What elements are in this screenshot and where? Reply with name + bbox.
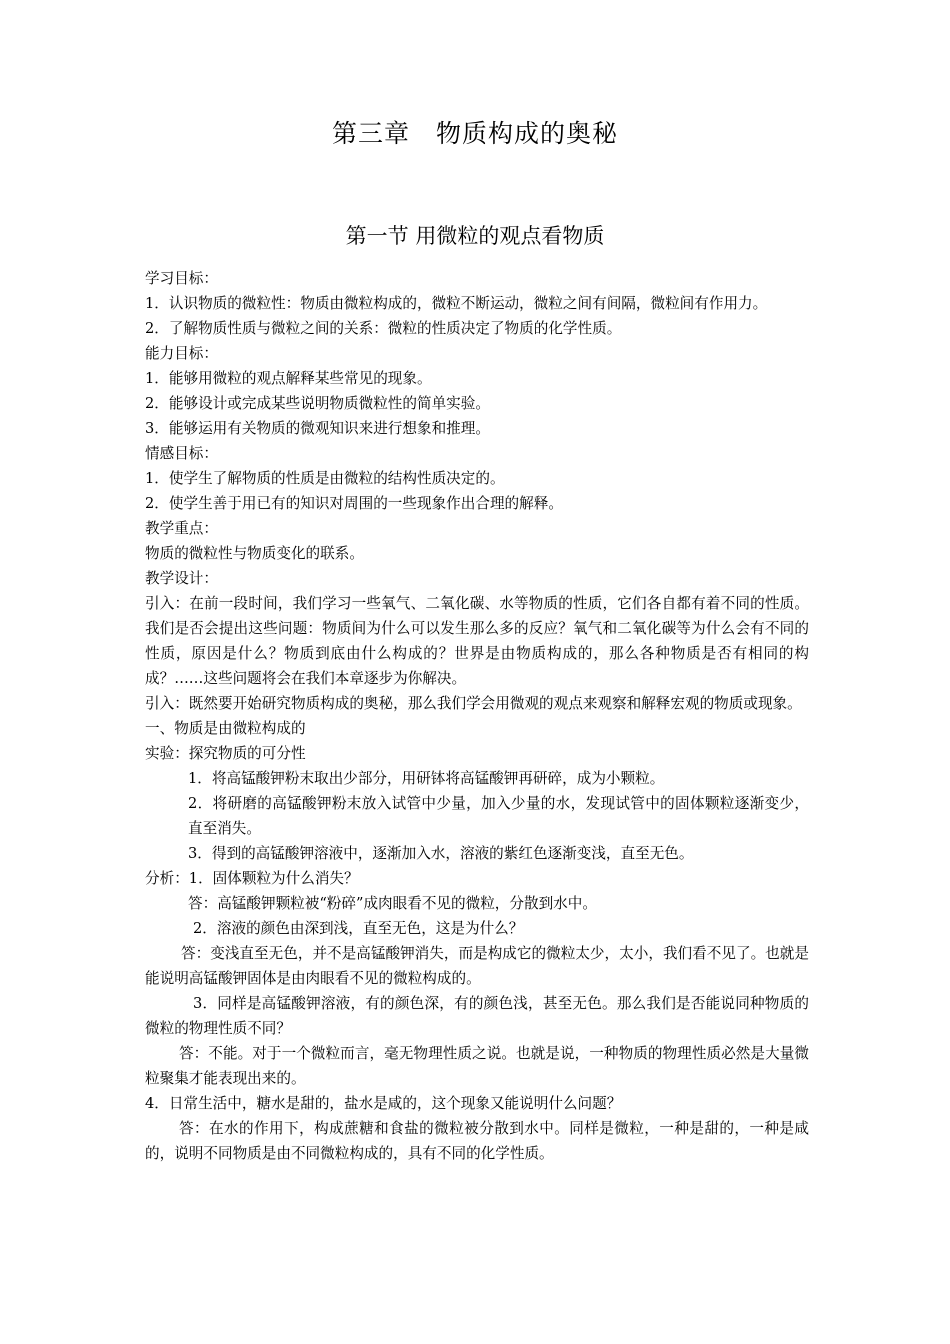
paragraph-ability-goal-3: 3．能够运用有关物质的微观知识来进行想象和推理。 <box>145 420 490 437</box>
paragraph-experiment-step-1: 1．将高锰酸钾粉末取出少部分，用研钵将高锰酸钾再研碎，成为小颗粒。 <box>188 770 665 787</box>
document-body <box>145 266 809 1166</box>
paragraph-key-points-heading: 教学重点： <box>145 520 218 537</box>
paragraph-learning-goal-1: 1．认识物质的微粒性：物质由微粒构成的，微粒不断运动，微粒之间有间隔，微粒间有作用力。 <box>145 295 768 312</box>
paragraph-key-point: 物质的微粒性与物质变化的联系。 <box>145 545 364 562</box>
paragraph-answer-3: 答：不能。对于一个微粒而言，毫无物理性质之说。也就是说，一种物质的物理性质必然是大量微粒聚集才能表现出来的。 <box>145 1045 809 1087</box>
paragraph-design-heading: 教学设计： <box>145 570 218 587</box>
paragraph-emotion-goal-2: 2．使学生善于用已有的知识对周围的一些现象作出合理的解释。 <box>145 495 563 512</box>
paragraph-analysis-q3: 3．同样是高锰酸钾溶液，有的颜色深，有的颜色浅，甚至无色。那么我们是否能说同种物质的微粒的物理性质不同？ <box>145 995 809 1037</box>
chapter-title: 第三章 物质构成的奥秘 <box>331 119 618 148</box>
paragraph-intro-1: 引入：在前一段时间，我们学习一些氧气、二氧化碳、水等物质的性质，它们各自都有着不同的性质。我们是否会提出这些问题：物质间为什么可以发生那么多的反应？氧气和二氧化碳等为什么会有不同的性质，原因是什么？物质到底由什么构成的？世界是由物质构成的，那么各种物质是否有相同的构成？……这些问题将会在我们本章逐步为你解决。 <box>145 595 809 687</box>
paragraph-section-one-heading: 一、物质是由微粒构成的 <box>145 720 306 737</box>
paragraph-learning-goal-2: 2．了解物质性质与微粒之间的关系：微粒的性质决定了物质的化学性质。 <box>145 320 622 337</box>
paragraph-answer-4: 答：在水的作用下，构成蔗糖和食盐的微粒被分散到水中。同样是微粒，一种是甜的，一种是咸的，说明不同物质是由不同微粒构成的，具有不同的化学性质。 <box>145 1120 809 1162</box>
paragraph-learning-goals-heading: 学习目标： <box>145 270 218 287</box>
paragraph-intro-2: 引入：既然要开始研究物质构成的奥秘，那么我们学会用微观的观点来观察和解释宏观的物质或现象。 <box>145 695 802 712</box>
paragraph-emotion-goal-1: 1．使学生了解物质的性质是由微粒的结构性质决定的。 <box>145 470 505 487</box>
paragraph-analysis-q1: 分析：1．固体颗粒为什么消失？ <box>145 870 359 887</box>
paragraph-answer-1: 答：高锰酸钾颗粒被“粉碎”成肉眼看不见的微粒，分散到水中。 <box>188 895 597 912</box>
paragraph-analysis-q2: 2．溶液的颜色由深到浅，直至无色，这是为什么？ <box>193 920 524 937</box>
paragraph-experiment-step-3: 3．得到的高锰酸钾溶液中，逐渐加入水，溶液的紫红色逐渐变浅，直至无色。 <box>188 845 694 862</box>
paragraph-answer-2: 答：变浅直至无色，并不是高锰酸钾消失，而是构成它的微粒太少，太小，我们看不见了。也就是能说明高锰酸钾固体是由肉眼看不见的微粒构成的。 <box>145 945 809 987</box>
paragraph-emotion-goals-heading: 情感目标： <box>145 445 218 462</box>
paragraph-ability-goal-2: 2．能够设计或完成某些说明物质微粒性的简单实验。 <box>145 395 490 412</box>
paragraph-experiment-step-2: 2．将研磨的高锰酸钾粉末放入试管中少量，加入少量的水，发现试管中的固体颗粒逐渐变少，直至消失。 <box>188 795 809 837</box>
section-title: 第一节 用微粒的观点看物质 <box>345 224 605 248</box>
paragraph-ability-goal-1: 1．能够用微粒的观点解释某些常见的现象。 <box>145 370 432 387</box>
paragraph-analysis-q4: 4．日常生活中，糖水是甜的，盐水是咸的，这个现象又能说明什么问题？ <box>145 1095 622 1112</box>
paragraph-experiment-heading: 实验：探究物质的可分性 <box>145 745 306 762</box>
paragraph-ability-goals-heading: 能力目标： <box>145 345 218 362</box>
